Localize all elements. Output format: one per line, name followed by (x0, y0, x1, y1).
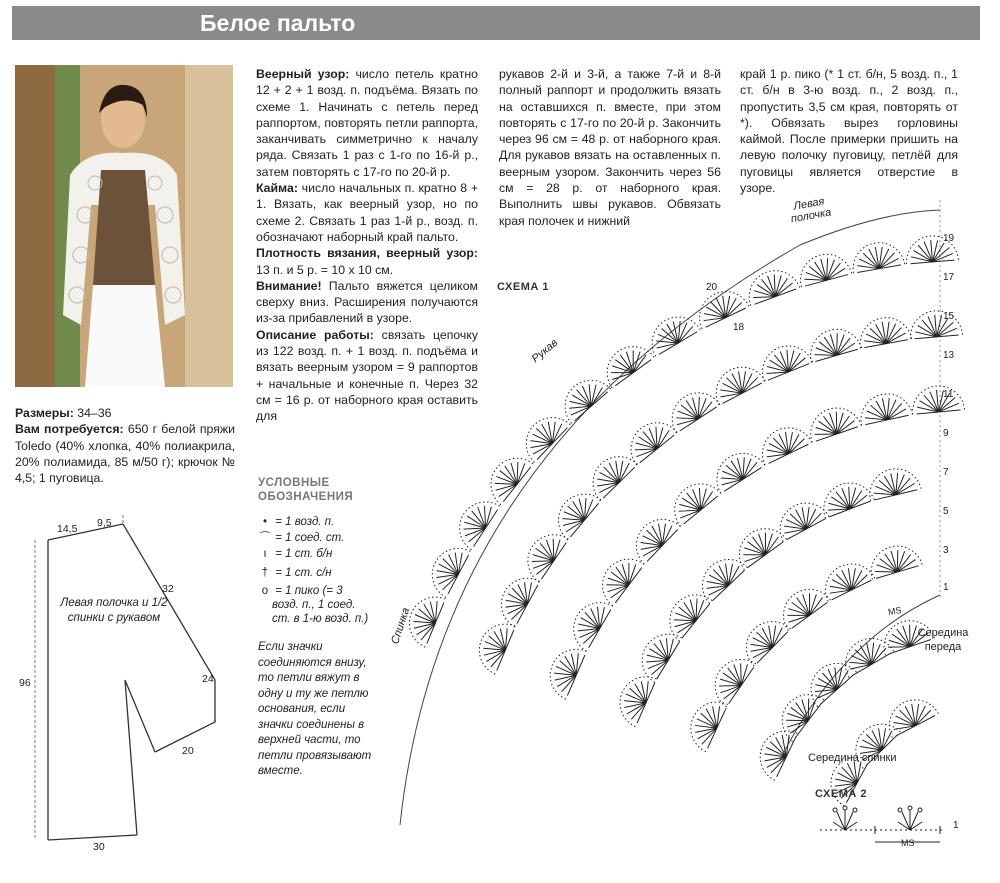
fan-motif (836, 629, 894, 678)
legend-item: ⌒ = 1 соед. ст. (259, 532, 345, 544)
fan-motif (582, 446, 637, 501)
row-number: 1 (943, 582, 949, 593)
scheme-2-label: СХЕМА 2 (815, 788, 867, 800)
fan-motif (481, 448, 534, 505)
fan-motif (554, 370, 610, 424)
row-number: 15 (943, 311, 955, 322)
fan-motif (597, 336, 654, 388)
back-label: Спинка (389, 606, 413, 646)
dim-label: 32 (162, 583, 174, 595)
fan-motif (804, 323, 861, 362)
legend-item: ı = 1 ст. б/н (263, 548, 333, 560)
materials-line: Вам потребуется: 650 г белой пряжи Toledo (40% хлопка, 40% полиакрила, 20% полиамида, 85 м/50 г); крючок № 4,5; 1 пуговица. (15, 422, 235, 486)
sizes-line: Размеры: 34–36 (15, 406, 112, 420)
fan-motif (804, 401, 862, 443)
row-mark: 18 (733, 322, 745, 333)
fan-motif (910, 384, 964, 415)
fan-motif (564, 593, 613, 651)
fan-motif (612, 669, 657, 727)
scheme-2-ms: MS (901, 838, 915, 848)
fan-motif (633, 624, 682, 682)
legend-item: возд. п., 1 соед. (272, 599, 356, 611)
scheme-2-row: 1 (953, 820, 959, 831)
fan-motif (742, 263, 800, 305)
fan-motif (542, 641, 587, 699)
paragraph: Плотность вязания, веерный узор: 13 п. и 5 р. = 10 х 10 см. (256, 246, 478, 277)
row-number: 17 (943, 272, 955, 283)
fan-motif (707, 443, 765, 493)
paragraph: Внимание! Пальто вяжется целиком сверху вниз. Расширения получаются из-за прибавлений в узоре. (256, 278, 478, 326)
left-front-label: Левая полочка (789, 195, 833, 226)
paragraph: Описание работы: связать цепочку из 122 возд. п. + 1 возд. п. подъёма и вязать веерным узором = 9 раппортов + начальные и конечные п. Через 32 см = 16 р. от наборного края оставить для (256, 327, 478, 424)
scheme-1-label: СХЕМА 1 (497, 281, 549, 293)
center-back-label: Середина спинки (808, 752, 897, 764)
sleeve-label: Рукав (529, 336, 561, 366)
legend-item: • = 1 возд. п. (262, 516, 335, 528)
legend-heading: УСЛОВНЫЕ ОБОЗНАЧЕНИЯ (258, 477, 354, 503)
dim-label: 14,5 (57, 523, 78, 535)
row-number: 5 (943, 506, 949, 517)
fan-motif (664, 473, 721, 526)
sizes-materials (15, 405, 235, 486)
fan-motif (856, 389, 912, 425)
instructions-column-3 (740, 66, 958, 196)
row-number: 11 (943, 389, 954, 400)
pattern-schematic (15, 510, 245, 855)
model-photo (15, 65, 233, 387)
fan-motif (771, 494, 829, 542)
paragraph: Кайма: число начальных п. кратно 8 + 1. Вязать, как веерный узор, но по схеме 2. Связать 1 раз 1-й р., возд. п. обозначают наборный край пальто. (256, 181, 478, 244)
fan-motif (705, 649, 756, 707)
row-number: 3 (943, 545, 949, 556)
schematic-label: Левая полочка и 1/2 спинки с рукавом (60, 597, 168, 624)
row-number: 19 (943, 233, 955, 244)
fan-motif (795, 248, 852, 287)
dim-label: 9,5 (97, 517, 112, 529)
fan-motif (692, 549, 748, 604)
row-number: 13 (943, 350, 955, 361)
fan-motif (518, 525, 569, 583)
fan-motif (755, 338, 813, 381)
center-front-label: Середина переда (917, 627, 969, 653)
fan-motif (492, 569, 540, 627)
fan-motif (856, 313, 912, 348)
fan-motif (707, 358, 765, 405)
fan-motif (450, 492, 500, 550)
fan-motif (816, 475, 874, 518)
legend-note: Если значки соединяются внизу, то петли вяжут в одну и ту же петлю основания, если значки соединены в верхней части, то петли провязывают вместе. (258, 641, 372, 777)
fan-motif (423, 539, 470, 597)
dim-label: 24 (202, 673, 214, 685)
row-number: 7 (943, 467, 949, 478)
dim-label: 96 (19, 677, 31, 689)
row-mark: 20 (706, 282, 718, 293)
fan-motif (772, 684, 824, 741)
page-title: Белое пальто (200, 10, 356, 36)
fan-motif (865, 464, 922, 501)
fan-motif (849, 239, 905, 274)
legend-item: o = 1 пико (= 3 (261, 585, 343, 597)
title-bar (12, 6, 980, 40)
row-number: 9 (943, 428, 949, 439)
fan-motif (516, 407, 571, 463)
dim-label: 20 (182, 745, 194, 757)
fan-motif (682, 694, 727, 752)
fan-motif (548, 483, 601, 540)
fan-motif (659, 584, 712, 641)
legend-item: ст. в 1-ю возд. п.) (272, 613, 369, 625)
paragraph: край 1 р. пико (* 1 ст. б/н, 5 возд. п., 1 ст. б/н в 3-ю возд. п., 2 возд. п., пропустить 3,5 см края, повторять от *). Обвязать вырез горловины каймой. После примерки пришить на левую полочку пуговицу, петлёй для пуговицы является отверстие в узоре. (740, 67, 958, 196)
fan-motif (817, 555, 875, 601)
fan-motif (773, 579, 830, 631)
crochet-chart-scheme-1 (380, 200, 980, 840)
dim-label: 30 (93, 841, 105, 853)
fan-motif (754, 419, 812, 465)
paragraph: рукавов 2-й и 3-й, а также 7-й и 8-й полный раппорт и продолжить вязать на оставшихся п. вместе, при этом повторять с 17-го по 20-й р. Закончить через 96 см = 48 р. от наборного края. Для рукавов вязать на оставленных п. веерным узором. Закончить через 56 см = 28 р. от наборного края. Выполнить швы рукавов. Обвязать края полочек и нижний (499, 67, 721, 228)
fan-motif (471, 616, 515, 674)
fan-motif (729, 518, 786, 570)
fan-motif (592, 549, 644, 606)
fan-motif (909, 309, 963, 339)
fan-motif (736, 611, 791, 666)
fan-motif (752, 722, 798, 780)
legend-item: † = 1 ст. с/н (261, 567, 332, 579)
fan-motif (880, 691, 938, 738)
fan-motif (626, 509, 681, 565)
crochet-chart-scheme-2 (815, 800, 955, 852)
paragraph: Веерный узор: число петель кратно 12 + 2 + 1 возд. п. подъёма. Вязать по схеме 1. Начинать с петель перед раппортом, повторять петли раппорта, заканчивать симметрично к началу ряда. Связать 1 раз с 1-го по 16-й р., затем повторять с 17-го по 20-й р. (256, 67, 478, 179)
fan-motif (662, 383, 720, 433)
fan-motif (621, 412, 678, 465)
ms-label: MS (887, 604, 903, 618)
fan-motif (865, 540, 922, 580)
